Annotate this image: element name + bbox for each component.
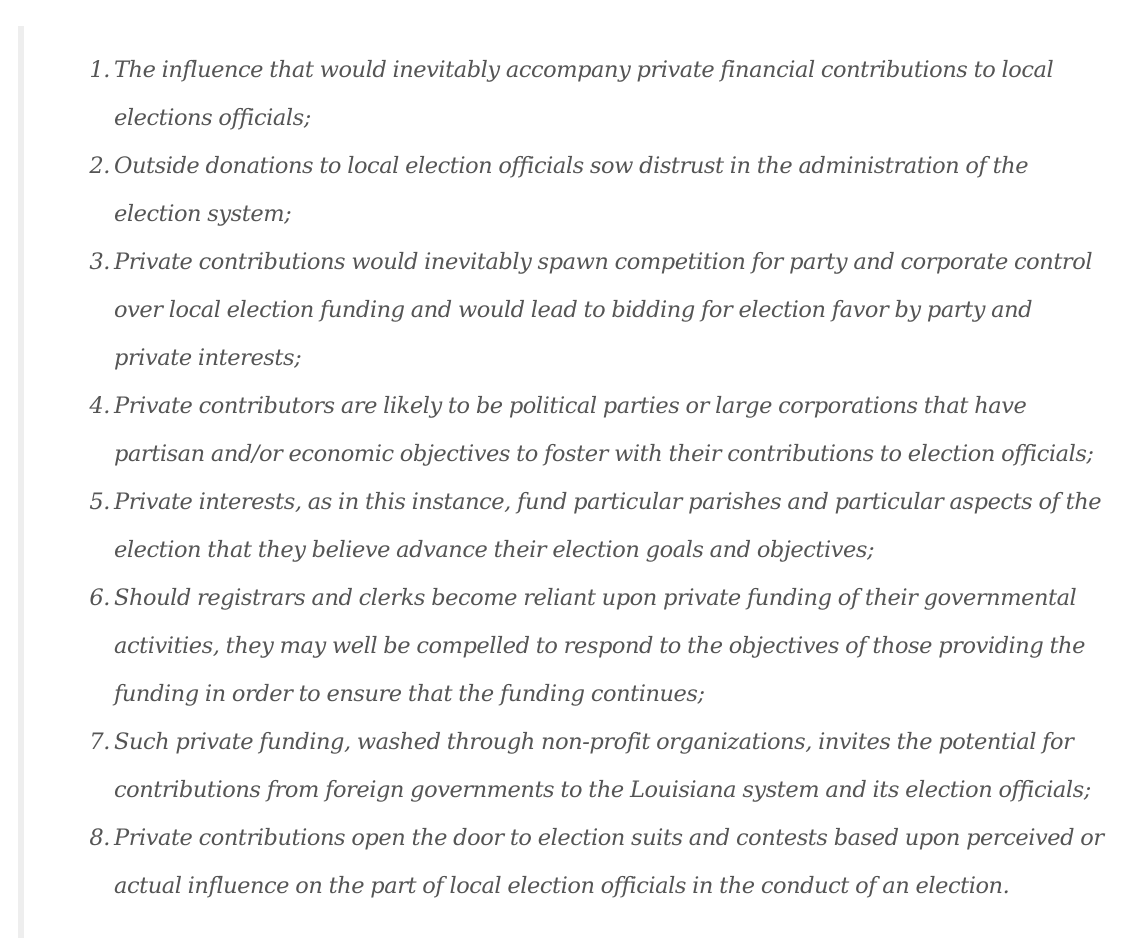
list-item-text: Private interests, as in this instance, fund particular parishes and particular aspects of the election that they believe advance their election goals and objectives; <box>114 489 1102 563</box>
list-item-text: Such private funding, washed through non-profit organizations, invites the potential for contributions from foreign governments to the Louisiana system and its election officials; <box>114 729 1091 803</box>
list-item <box>88 718 1108 814</box>
list-item-number: 7. <box>89 729 110 755</box>
blockquote <box>18 26 1138 938</box>
list-item-number: 5. <box>89 489 110 515</box>
list-item-number: 3. <box>89 249 110 275</box>
list-item-number: 1. <box>89 57 110 83</box>
list-item <box>88 382 1108 478</box>
list-item-number: 4. <box>89 393 110 419</box>
list-item <box>88 46 1108 142</box>
numbered-list <box>88 46 1108 910</box>
list-item-text: Outside donations to local election officials sow distrust in the administration of the election system; <box>114 153 1029 227</box>
list-item <box>88 142 1108 238</box>
list-item <box>88 574 1108 718</box>
list-item-text: The influence that would inevitably accompany private financial contributions to local elections officials; <box>114 57 1054 131</box>
list-item-number: 6. <box>89 585 110 611</box>
list-item-text: Private contributions open the door to election suits and contests based upon perceived or actual influence on the part of local election officials in the conduct of an election. <box>114 825 1104 899</box>
list-item <box>88 478 1108 574</box>
list-item-number: 8. <box>89 825 110 851</box>
list-item-text: Should registrars and clerks become reliant upon private funding of their governmental activities, they may well be compelled to respond to the objectives of those providing the funding in order to ensure that the funding continues; <box>114 585 1085 707</box>
list-item <box>88 814 1108 910</box>
list-item-text: Private contributions would inevitably spawn competition for party and corporate control over local election funding and would lead to bidding for election favor by party and private interests; <box>114 249 1093 371</box>
list-item-text: Private contributors are likely to be political parties or large corporations that have partisan and/or economic objectives to foster with their contributions to election officials; <box>114 393 1094 467</box>
list-item-number: 2. <box>89 153 110 179</box>
list-item <box>88 238 1108 382</box>
